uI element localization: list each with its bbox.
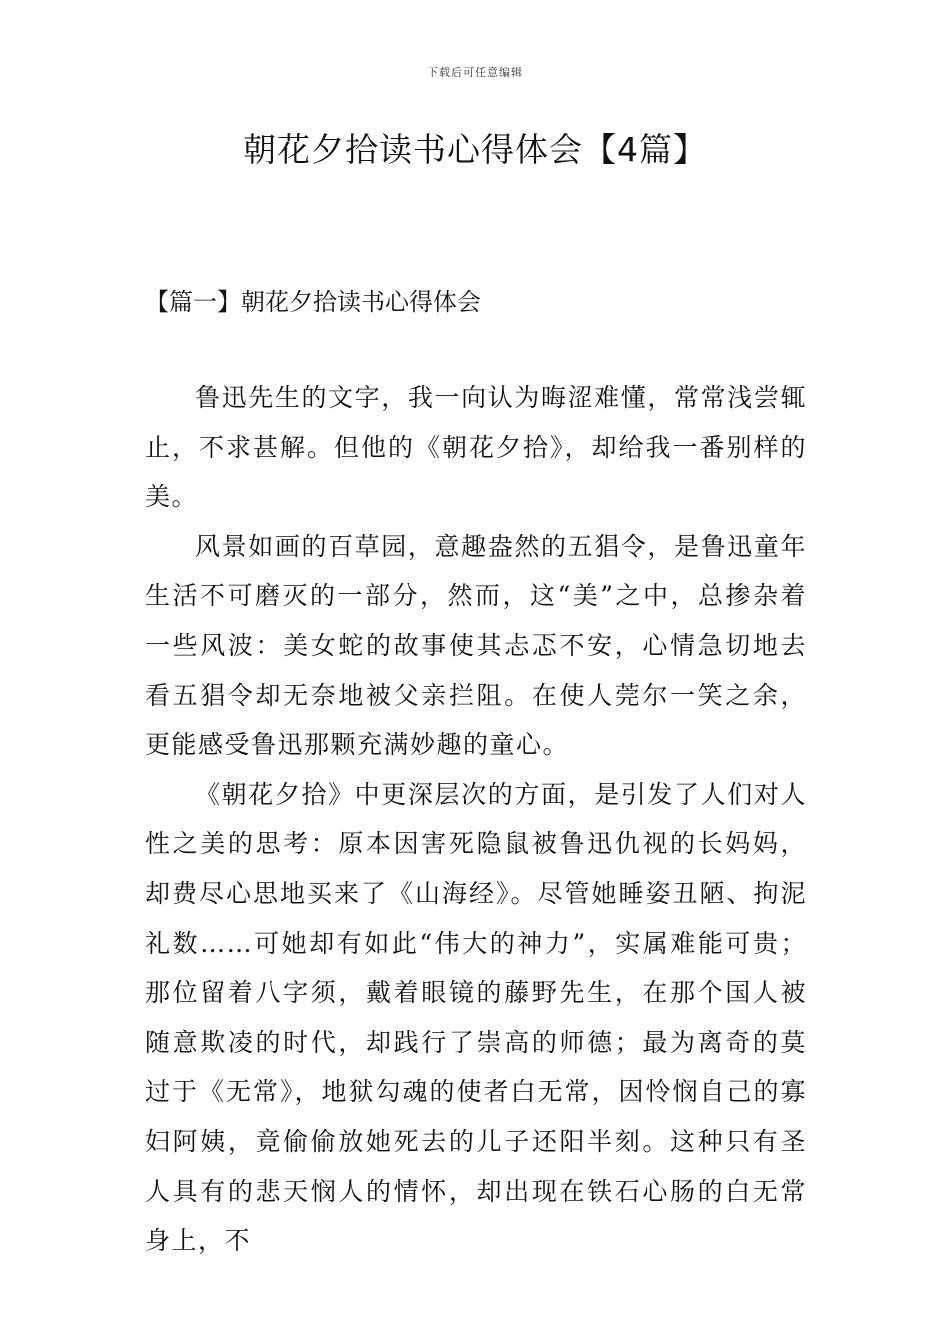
- paragraph: 风景如画的百草园，意趣盎然的五猖令，是鲁迅童年生活不可磨灭的一部分，然而，这“美”之中，总掺杂着一些风波：美女蛇的故事使其忐忑不安，心情急切地去看五猖令却无奈地被父亲拦阻。在使人莞尔一笑之余，更能感受鲁迅那颗充满妙趣的童心。: [145, 531, 807, 760]
- document-title: 朝花夕拾读书心得体会【4篇】: [243, 130, 707, 169]
- section-heading: 【篇一】朝花夕拾读书心得体会: [145, 288, 481, 316]
- paragraph: 鲁迅先生的文字，我一向认为晦涩难懂，常常浅尝辄止，不求甚解。但他的《朝花夕拾》，却给我一番别样的美。: [145, 383, 807, 512]
- header-note: 下载后可任意编辑: [427, 66, 523, 79]
- paragraph: 《朝花夕拾》中更深层次的方面，是引发了人们对人性之美的思考：原本因害死隐鼠被鲁迅仇视的长妈妈，却费尽心思地买来了《山海经》。尽管她睡姿丑陋、拘泥礼数……可她却有如此“伟大的神力”，实属难能可贵；那位留着八字须，戴着眼镜的藤野先生，在那个国人被随意欺凌的时代，却践行了崇高的师德；最为离奇的莫过于《无常》，地狱勾魂的使者白无常，因怜悯自己的寡妇阿姨，竟偷偷放她死去的儿子还阳半刻。这种只有圣人具有的悲天悯人的情怀，却出现在铁石心肠的白无常身上，不: [145, 779, 807, 1256]
- body-text: [145, 373, 807, 1266]
